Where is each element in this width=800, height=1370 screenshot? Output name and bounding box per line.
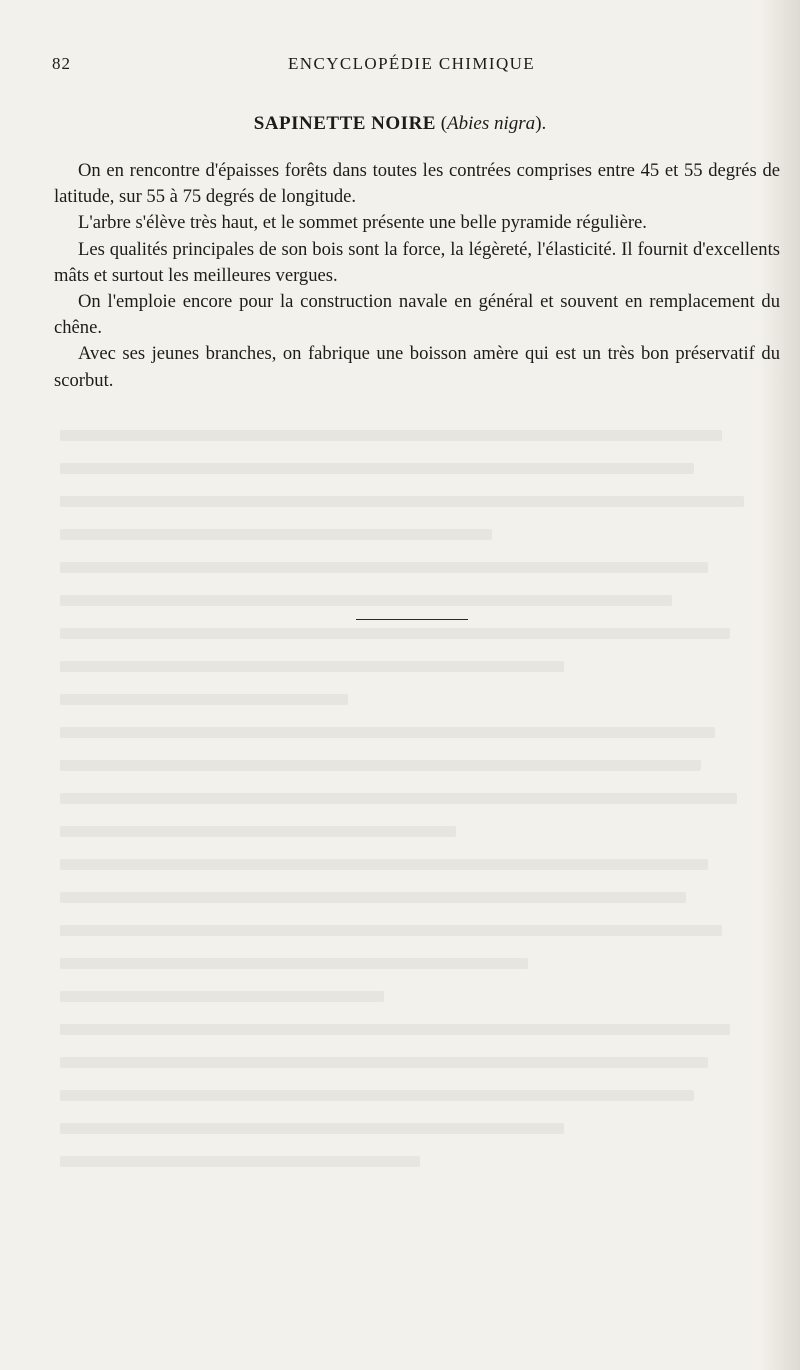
paragraph: Les qualités principales de son bois sont la force, la légèreté, l'élasticité. Il fournit d'excellents mâts et surtout les meilleures vergues. bbox=[54, 238, 780, 286]
section-title-main: SAPINETTE NOIRE bbox=[253, 113, 436, 134]
section-end-rule bbox=[356, 619, 468, 620]
paragraph: On l'emploie encore pour la construction navale en général et souvent en remplacement du chêne. bbox=[54, 291, 780, 339]
section-title bbox=[0, 113, 800, 135]
page-header bbox=[52, 54, 752, 78]
page-number: 82 bbox=[52, 54, 71, 73]
running-head: ENCYCLOPÉDIE CHIMIQUE bbox=[288, 54, 536, 73]
section-title-paren-open: ( bbox=[440, 113, 448, 134]
paragraph: Avec ses jeunes branches, on fabrique une boisson amère qui est un très bon préservatif du scorbut. bbox=[54, 343, 780, 391]
paragraph: On en rencontre d'épaisses forêts dans toutes les contrées comprises entre 45 et 55 degrés de latitude, sur 55 à 75 degrés de longitude. bbox=[54, 160, 780, 208]
section-title-latin-name: Abies nigra bbox=[447, 113, 536, 134]
section-title-paren-close: ). bbox=[535, 113, 547, 134]
body-text bbox=[54, 158, 780, 394]
paragraph: L'arbre s'élève très haut, et le sommet présente une belle pyramide régulière. bbox=[78, 212, 647, 234]
bleed-through-texture bbox=[60, 430, 780, 1330]
